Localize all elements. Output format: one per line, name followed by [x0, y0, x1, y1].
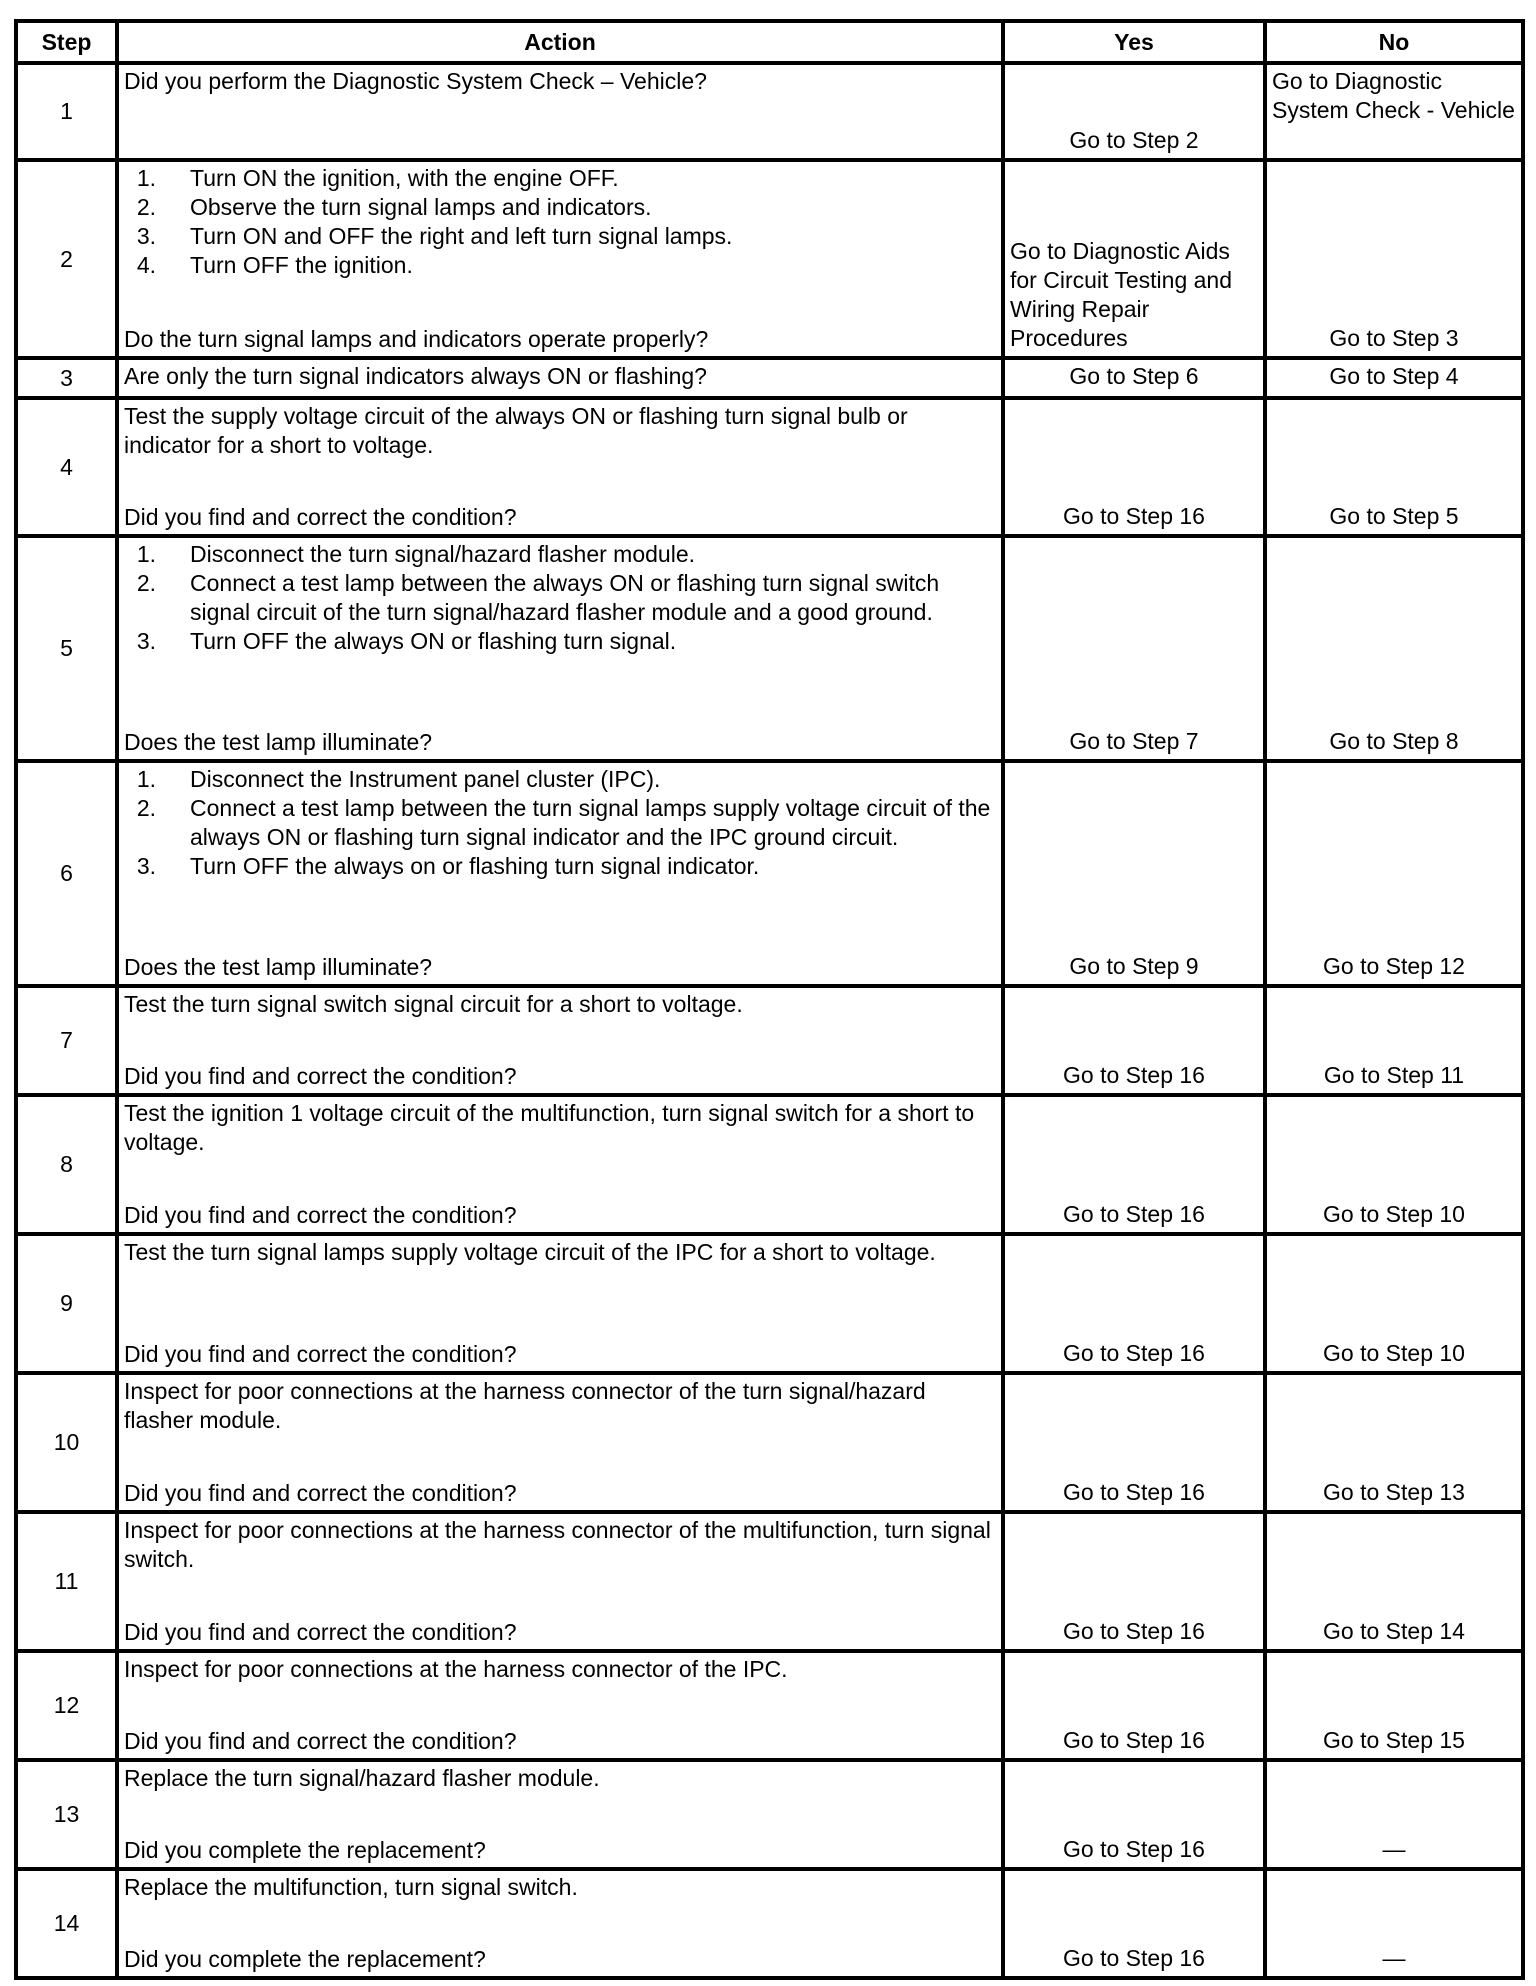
table-row: [16, 1512, 1523, 1651]
no-outcome: Go to Step 13: [1265, 1373, 1523, 1512]
yes-outcome: Go to Step 6: [1003, 358, 1265, 398]
table-row: [16, 1651, 1523, 1760]
action-question: Did you find and correct the condition?: [124, 1063, 517, 1089]
action-step-number: 3.: [136, 628, 156, 654]
action-cell: [117, 160, 1003, 358]
action-question: Did you find and correct the condition?: [124, 1480, 517, 1506]
step-number: 1: [16, 63, 117, 160]
action-cell: [117, 63, 1003, 160]
action-step-number: 4.: [136, 252, 156, 278]
no-outcome: Go to Step 4: [1265, 358, 1523, 398]
action-step-item: [124, 540, 996, 569]
action-question: Did you find and correct the condition?: [124, 1341, 517, 1367]
action-step-number: 3.: [136, 223, 156, 249]
action-question: Does the test lamp illuminate?: [124, 954, 433, 980]
header-yes: Yes: [1003, 21, 1265, 63]
yes-outcome: Go to Step 7: [1003, 536, 1265, 761]
action-step-text: Connect a test lamp between the always ON or flashing turn signal switch signal circuit of the turn signal/hazard flasher module and a good ground.: [190, 570, 940, 625]
action-text: Replace the turn signal/hazard flasher module.: [124, 1765, 600, 1791]
no-outcome: Go to Step 8: [1265, 536, 1523, 761]
no-outcome: Go to Step 10: [1265, 1234, 1523, 1373]
table-row: [16, 160, 1523, 358]
step-number: 2: [16, 160, 117, 358]
action-content: [124, 164, 996, 354]
table-row: [16, 63, 1523, 160]
action-text: Are only the turn signal indicators always ON or flashing?: [124, 363, 707, 389]
table-header-row: [16, 21, 1523, 63]
action-step-number: 1.: [136, 541, 156, 567]
table-row: [16, 536, 1523, 761]
action-content: [124, 540, 996, 757]
step-number: 3: [16, 358, 117, 398]
action-text: Inspect for poor connections at the harness connector of the multifunction, turn signal switch.: [124, 1517, 991, 1572]
spacer: [124, 1435, 996, 1479]
action-steps-list: [124, 540, 996, 656]
action-cell: [117, 1512, 1003, 1651]
table-row: [16, 358, 1523, 398]
step-number: 12: [16, 1651, 117, 1760]
action-step-number: 2.: [136, 194, 156, 220]
action-question: Did you find and correct the condition?: [124, 1728, 517, 1754]
no-outcome: —: [1265, 1869, 1523, 1978]
action-cell: [117, 1869, 1003, 1978]
no-outcome: Go to Step 11: [1265, 986, 1523, 1095]
action-step-item: [124, 251, 996, 280]
action-step-number: 1.: [136, 766, 156, 792]
table-row: [16, 398, 1523, 536]
action-content: [124, 1099, 996, 1230]
step-number: 8: [16, 1095, 117, 1234]
yes-outcome: Go to Step 9: [1003, 761, 1265, 986]
action-text: Test the turn signal switch signal circuit for a short to voltage.: [124, 991, 743, 1017]
step-number: 11: [16, 1512, 117, 1651]
action-step-item: [124, 852, 996, 881]
table-row: [16, 1760, 1523, 1869]
yes-outcome: Go to Step 16: [1003, 1095, 1265, 1234]
action-cell: [117, 1760, 1003, 1869]
action-step-text: Turn ON the ignition, with the engine OFF.: [190, 165, 619, 191]
diagnostic-table: [14, 19, 1525, 1980]
yes-outcome: Go to Step 16: [1003, 1373, 1265, 1512]
action-cell: [117, 536, 1003, 761]
action-step-text: Turn OFF the always on or flashing turn signal indicator.: [190, 853, 760, 879]
action-step-item: [124, 164, 996, 193]
yes-outcome: Go to Step 2: [1003, 63, 1265, 160]
action-steps-list: [124, 164, 996, 280]
yes-outcome: Go to Step 16: [1003, 1234, 1265, 1373]
spacer: [124, 1793, 996, 1836]
action-cell: [117, 1651, 1003, 1760]
no-outcome: —: [1265, 1760, 1523, 1869]
step-number: 13: [16, 1760, 117, 1869]
no-outcome: Go to Step 3: [1265, 160, 1523, 358]
action-question: Did you find and correct the condition?: [124, 504, 517, 530]
action-content: [124, 1764, 996, 1865]
action-step-item: [124, 627, 996, 656]
no-outcome: Go to Step 10: [1265, 1095, 1523, 1234]
action-content: [124, 1873, 996, 1974]
table-row: [16, 1373, 1523, 1512]
action-content: [124, 1238, 996, 1369]
spacer: [124, 1157, 996, 1201]
action-cell: [117, 986, 1003, 1095]
action-question: Did you find and correct the condition?: [124, 1619, 517, 1645]
yes-outcome: Go to Step 16: [1003, 1869, 1265, 1978]
action-question: Did you complete the replacement?: [124, 1837, 486, 1863]
step-number: 14: [16, 1869, 117, 1978]
action-step-number: 2.: [136, 570, 156, 596]
action-step-item: [124, 569, 996, 627]
action-content: [124, 1655, 996, 1756]
no-outcome: Go to Step 12: [1265, 761, 1523, 986]
spacer: [124, 1902, 996, 1945]
yes-outcome: Go to Step 16: [1003, 986, 1265, 1095]
action-step-item: [124, 193, 996, 222]
action-cell: [117, 1234, 1003, 1373]
header-action: Action: [117, 21, 1003, 63]
yes-outcome: Go to Step 16: [1003, 398, 1265, 536]
action-step-item: [124, 794, 996, 852]
yes-outcome: Go to Step 16: [1003, 1760, 1265, 1869]
action-step-text: Observe the turn signal lamps and indicators.: [190, 194, 652, 220]
action-step-item: [124, 765, 996, 794]
action-cell: [117, 1095, 1003, 1234]
action-step-text: Disconnect the turn signal/hazard flasher module.: [190, 541, 696, 567]
no-outcome: Go to Step 15: [1265, 1651, 1523, 1760]
action-cell: [117, 761, 1003, 986]
yes-outcome: Go to Step 16: [1003, 1651, 1265, 1760]
action-text: Replace the multifunction, turn signal switch.: [124, 1874, 578, 1900]
action-content: [124, 1377, 996, 1508]
spacer: [124, 1574, 996, 1618]
spacer: [124, 460, 996, 503]
spacer: [124, 1019, 996, 1062]
action-question: Did you complete the replacement?: [124, 1946, 486, 1972]
action-step-number: 2.: [136, 795, 156, 821]
no-outcome: Go to Step 14: [1265, 1512, 1523, 1651]
spacer: [124, 1267, 996, 1340]
action-step-number: 1.: [136, 165, 156, 191]
table-body: [16, 63, 1523, 1978]
action-step-item: [124, 222, 996, 251]
action-text: Inspect for poor connections at the harness connector of the turn signal/hazard flasher module.: [124, 1378, 926, 1433]
step-number: 6: [16, 761, 117, 986]
action-step-text: Turn ON and OFF the right and left turn signal lamps.: [190, 223, 733, 249]
action-steps-list: [124, 765, 996, 881]
no-outcome: Go to Diagnostic System Check - Vehicle: [1265, 63, 1523, 160]
action-text: Did you perform the Diagnostic System Check – Vehicle?: [124, 68, 707, 94]
action-cell: [117, 1373, 1003, 1512]
spacer: [124, 881, 996, 953]
table-row: [16, 986, 1523, 1095]
spacer: [124, 280, 996, 325]
header-step: Step: [16, 21, 117, 63]
action-content: [124, 990, 996, 1091]
action-question: Did you find and correct the condition?: [124, 1202, 517, 1228]
no-outcome: Go to Step 5: [1265, 398, 1523, 536]
action-content: [124, 67, 996, 156]
action-content: [124, 1516, 996, 1647]
action-cell: [117, 398, 1003, 536]
step-number: 5: [16, 536, 117, 761]
action-question: Does the test lamp illuminate?: [124, 729, 433, 755]
action-step-text: Disconnect the Instrument panel cluster (IPC).: [190, 766, 661, 792]
action-step-text: Connect a test lamp between the turn signal lamps supply voltage circuit of the always ON or flashing turn signal indicator and the IPC ground circuit.: [190, 795, 991, 850]
table-row: [16, 761, 1523, 986]
yes-outcome: Go to Step 16: [1003, 1512, 1265, 1651]
table-row: [16, 1095, 1523, 1234]
action-text: Inspect for poor connections at the harness connector of the IPC.: [124, 1656, 788, 1682]
action-cell: [117, 358, 1003, 398]
action-step-text: Turn OFF the ignition.: [190, 252, 413, 278]
yes-outcome: Go to Diagnostic Aids for Circuit Testing and Wiring Repair Procedures: [1003, 160, 1265, 358]
step-number: 10: [16, 1373, 117, 1512]
action-content: [124, 765, 996, 982]
table-row: [16, 1869, 1523, 1978]
action-question: Do the turn signal lamps and indicators operate properly?: [124, 326, 709, 352]
header-no: No: [1265, 21, 1523, 63]
action-text: Test the ignition 1 voltage circuit of the multifunction, turn signal switch for a short to voltage.: [124, 1100, 975, 1155]
action-step-number: 3.: [136, 853, 156, 879]
spacer: [124, 656, 996, 728]
action-content: [124, 362, 996, 394]
step-number: 9: [16, 1234, 117, 1373]
action-step-text: Turn OFF the always ON or flashing turn signal.: [190, 628, 677, 654]
step-number: 4: [16, 398, 117, 536]
action-text: Test the turn signal lamps supply voltage circuit of the IPC for a short to voltage.: [124, 1239, 936, 1265]
spacer: [124, 1684, 996, 1727]
table-row: [16, 1234, 1523, 1373]
action-content: [124, 402, 996, 532]
action-text: Test the supply voltage circuit of the always ON or flashing turn signal bulb or indicator for a short to voltage.: [124, 403, 908, 458]
step-number: 7: [16, 986, 117, 1095]
